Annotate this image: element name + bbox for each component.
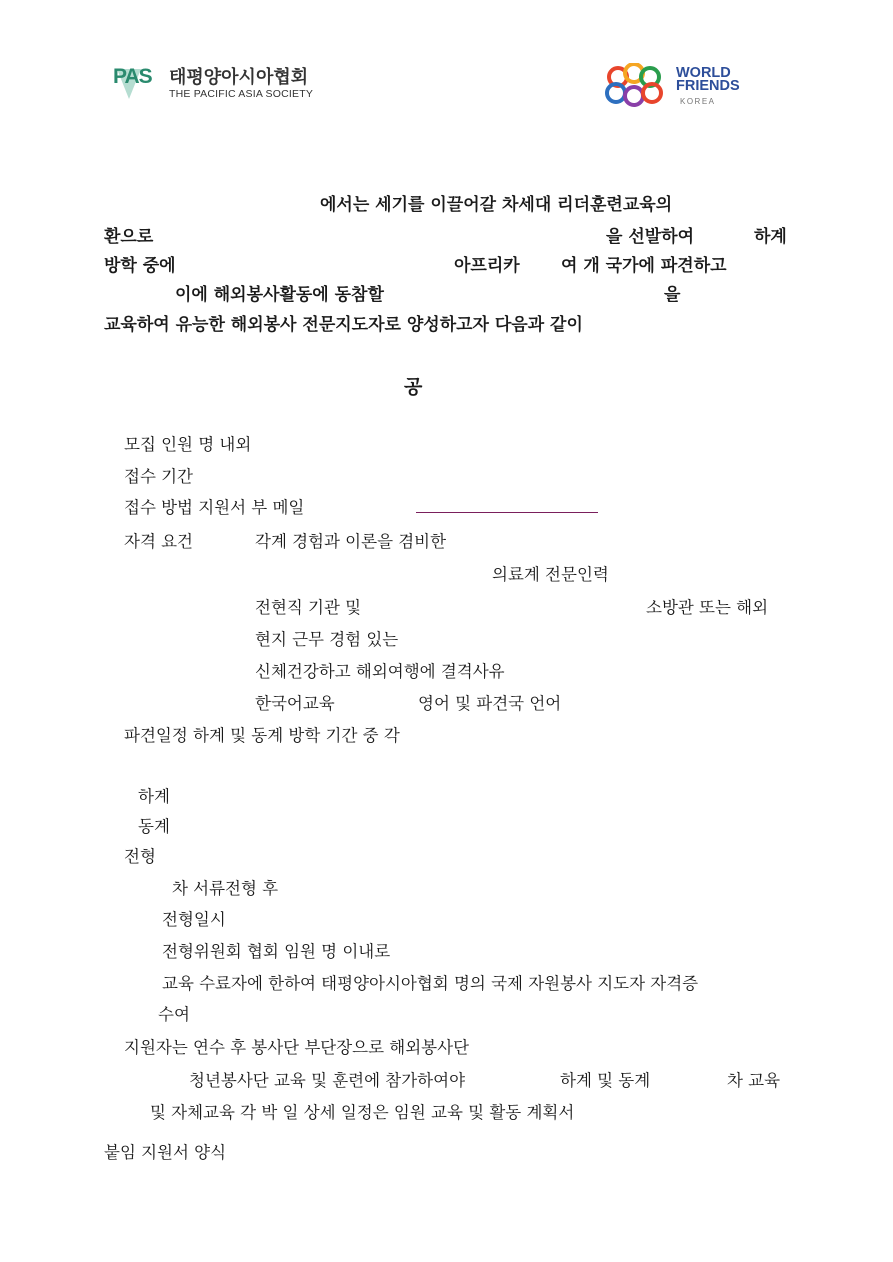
selection-3: 전형위원회 협회 임원 명 이내로 xyxy=(162,942,391,961)
qualification-2: 의료계 전문인력 xyxy=(492,565,609,584)
selection-1: 차 서류전형 후 xyxy=(172,879,279,898)
selection-label: 전형 xyxy=(124,847,156,866)
intro-line-1: 에서는 세기를 이끌어갈 차세대 리더훈련교육의 xyxy=(320,195,673,215)
intro-line-4b: 을 xyxy=(664,285,681,305)
qualification-label: 자격 요건 xyxy=(124,532,194,551)
attachment-note: 붙임 지원서 양식 xyxy=(104,1143,227,1162)
intro-line-2b: 을 선발하여 xyxy=(606,227,695,247)
application-period: 접수 기간 xyxy=(124,467,194,486)
intro-line-3a: 방학 중에 xyxy=(104,256,176,276)
intro-line-3c: 여 개 국가에 파견하고 xyxy=(561,256,727,276)
dispatch-winter: 동계 xyxy=(138,817,170,836)
note-2a: 청년봉사단 교육 및 훈련에 참가하여야 xyxy=(189,1071,466,1090)
note-2c: 차 교육 xyxy=(727,1071,781,1090)
pas-mark: PAS xyxy=(113,65,152,88)
pacific-asia-society-logo xyxy=(113,63,313,107)
qualification-4: 현지 근무 경험 있는 xyxy=(255,630,399,649)
note-2b: 하계 및 동계 xyxy=(560,1071,651,1090)
qualification-3b: 소방관 또는 해외 xyxy=(646,598,769,617)
qualification-6a: 한국어교육 xyxy=(255,694,335,713)
world-friends-korea-label: KOREA xyxy=(680,97,716,106)
pas-korean-name: 태평양아시아협회 xyxy=(169,67,309,88)
recruit-count: 모집 인원 명 내외 xyxy=(124,435,252,454)
dispatch-schedule: 파견일정 하계 및 동계 방학 기간 중 각 xyxy=(124,726,400,745)
application-method: 접수 방법 지원서 부 메일 xyxy=(124,498,305,517)
world-friends-flower-icon xyxy=(604,63,674,107)
qualification-6b: 영어 및 파견국 언어 xyxy=(418,694,562,713)
email-link-underline[interactable] xyxy=(416,512,598,513)
selection-2: 전형일시 xyxy=(162,910,226,929)
intro-line-2c: 하계 xyxy=(754,227,787,247)
notice-heading: 공 xyxy=(404,376,423,398)
intro-line-4a: 이에 해외봉사활동에 동참할 xyxy=(175,285,384,305)
intro-line-5: 교육하여 유능한 해외봉사 전문지도자로 양성하고자 다음과 같이 xyxy=(104,315,583,335)
pas-english-name: THE PACIFIC ASIA SOCIETY xyxy=(169,88,314,100)
qualification-1: 각계 경험과 이론을 겸비한 xyxy=(255,532,447,551)
note-3: 및 자체교육 각 박 일 상세 일정은 임원 교육 및 활동 계획서 xyxy=(150,1103,575,1122)
selection-4: 교육 수료자에 한하여 태평양아시아협회 명의 국제 자원봉사 지도자 자격증 xyxy=(162,974,699,993)
dispatch-summer: 하계 xyxy=(138,787,170,806)
world-friends-wordmark: WORLD FRIENDS xyxy=(676,65,740,94)
world-friends-korea-logo xyxy=(604,63,779,107)
qualification-5: 신체건강하고 해외여행에 결격사유 xyxy=(255,662,505,681)
qualification-3a: 전현직 기관 및 xyxy=(255,598,362,617)
selection-4b: 수여 xyxy=(158,1005,190,1024)
intro-line-2a: 환으로 xyxy=(104,227,154,247)
intro-line-3b: 아프리카 xyxy=(454,256,520,276)
note-1: 지원자는 연수 후 봉사단 부단장으로 해외봉사단 xyxy=(124,1038,470,1057)
